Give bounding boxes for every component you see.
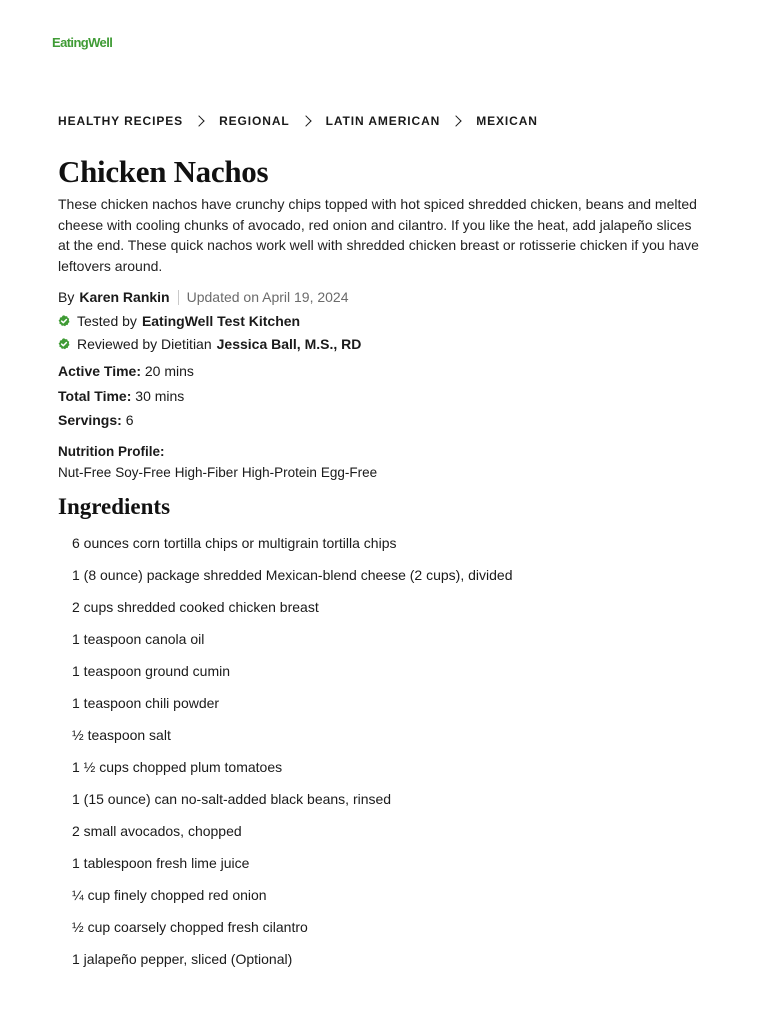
byline-by-label: By <box>58 289 75 305</box>
page-title: Chicken Nachos <box>58 154 269 189</box>
nutrition-tags <box>58 465 381 480</box>
ingredient-item: 1 teaspoon chili powder <box>72 695 220 711</box>
total-time-value: 30 mins <box>135 388 185 404</box>
active-time-label: Active Time: <box>58 363 141 379</box>
breadcrumb-healthy-recipes[interactable]: HEALTHY RECIPES <box>58 114 184 128</box>
reviewed-by-credit <box>58 336 361 352</box>
ingredient-item: 6 ounces corn tortilla chips or multigrain tortilla chips <box>72 535 397 551</box>
chevron-right-icon <box>300 115 311 126</box>
ingredient-item: 1 tablespoon fresh lime juice <box>72 855 250 871</box>
ingredient-item: 2 small avocados, chopped <box>72 823 242 839</box>
tested-by-label: Tested by <box>77 313 137 329</box>
servings <box>58 412 134 428</box>
ingredient-item: 1 ½ cups chopped plum tomatoes <box>72 759 283 775</box>
verified-check-icon <box>58 338 70 350</box>
breadcrumb-latin-american[interactable]: LATIN AMERICAN <box>325 114 441 128</box>
byline-divider <box>178 290 179 305</box>
author-link[interactable]: Karen Rankin <box>79 289 170 305</box>
servings-label: Servings: <box>58 412 122 428</box>
ingredient-item: 1 (15 ounce) can no-salt-added black beans, rinsed <box>72 791 392 807</box>
ingredient-item: ¼ cup finely chopped red onion <box>72 887 267 903</box>
updated-date: Updated on April 19, 2024 <box>186 289 349 305</box>
ingredient-item: ½ cup coarsely chopped fresh cilantro <box>72 919 308 935</box>
total-time-label: Total Time: <box>58 388 132 404</box>
nutrition-tag: Soy-Free <box>115 465 171 480</box>
ingredient-item: 2 cups shredded cooked chicken breast <box>72 599 319 615</box>
nutrition-profile-label: Nutrition Profile: <box>58 444 165 459</box>
ingredient-item: 1 teaspoon canola oil <box>72 631 205 647</box>
ingredient-item: 1 jalapeño pepper, sliced (Optional) <box>72 951 293 967</box>
ingredient-item: 1 (8 ounce) package shredded Mexican-blend cheese (2 cups), divided <box>72 567 513 583</box>
total-time <box>58 388 184 404</box>
ingredient-item: ½ teaspoon salt <box>72 727 171 743</box>
eatingwell-logo[interactable]: EatingWell <box>52 35 113 50</box>
breadcrumb-regional[interactable]: REGIONAL <box>219 114 290 128</box>
nutrition-tag: High-Protein <box>241 465 317 480</box>
verified-check-icon <box>58 315 70 327</box>
active-time <box>58 363 194 379</box>
reviewer-link[interactable]: Jessica Ball, M.S., RD <box>216 336 362 352</box>
servings-value: 6 <box>125 412 134 428</box>
breadcrumb <box>58 114 538 128</box>
nutrition-tag: Nut-Free <box>58 465 112 480</box>
active-time-value: 20 mins <box>144 363 194 379</box>
nutrition-tag: Egg-Free <box>320 465 378 480</box>
breadcrumb-mexican[interactable]: MEXICAN <box>476 114 538 128</box>
chevron-right-icon <box>193 115 204 126</box>
chevron-right-icon <box>451 115 462 126</box>
ingredients-heading: Ingredients <box>58 494 171 519</box>
tested-by-credit <box>58 313 300 329</box>
nutrition-tag: High-Fiber <box>174 465 238 480</box>
test-kitchen-link[interactable]: EatingWell Test Kitchen <box>141 313 301 329</box>
ingredient-item: 1 teaspoon ground cumin <box>72 663 230 679</box>
byline <box>58 289 349 305</box>
recipe-description: These chicken nachos have crunchy chips topped with hot spiced shredded chicken, beans and melted cheese with cooling chunks of avocado, red onion and cilantro. If you like the heat, add jalapeño slices at the end. These quick nachos work well with shredded chicken breast or rotisserie chicken if you have leftovers around. <box>58 196 699 274</box>
reviewed-by-label: Reviewed by Dietitian <box>77 336 212 352</box>
ingredients-list <box>72 533 513 981</box>
